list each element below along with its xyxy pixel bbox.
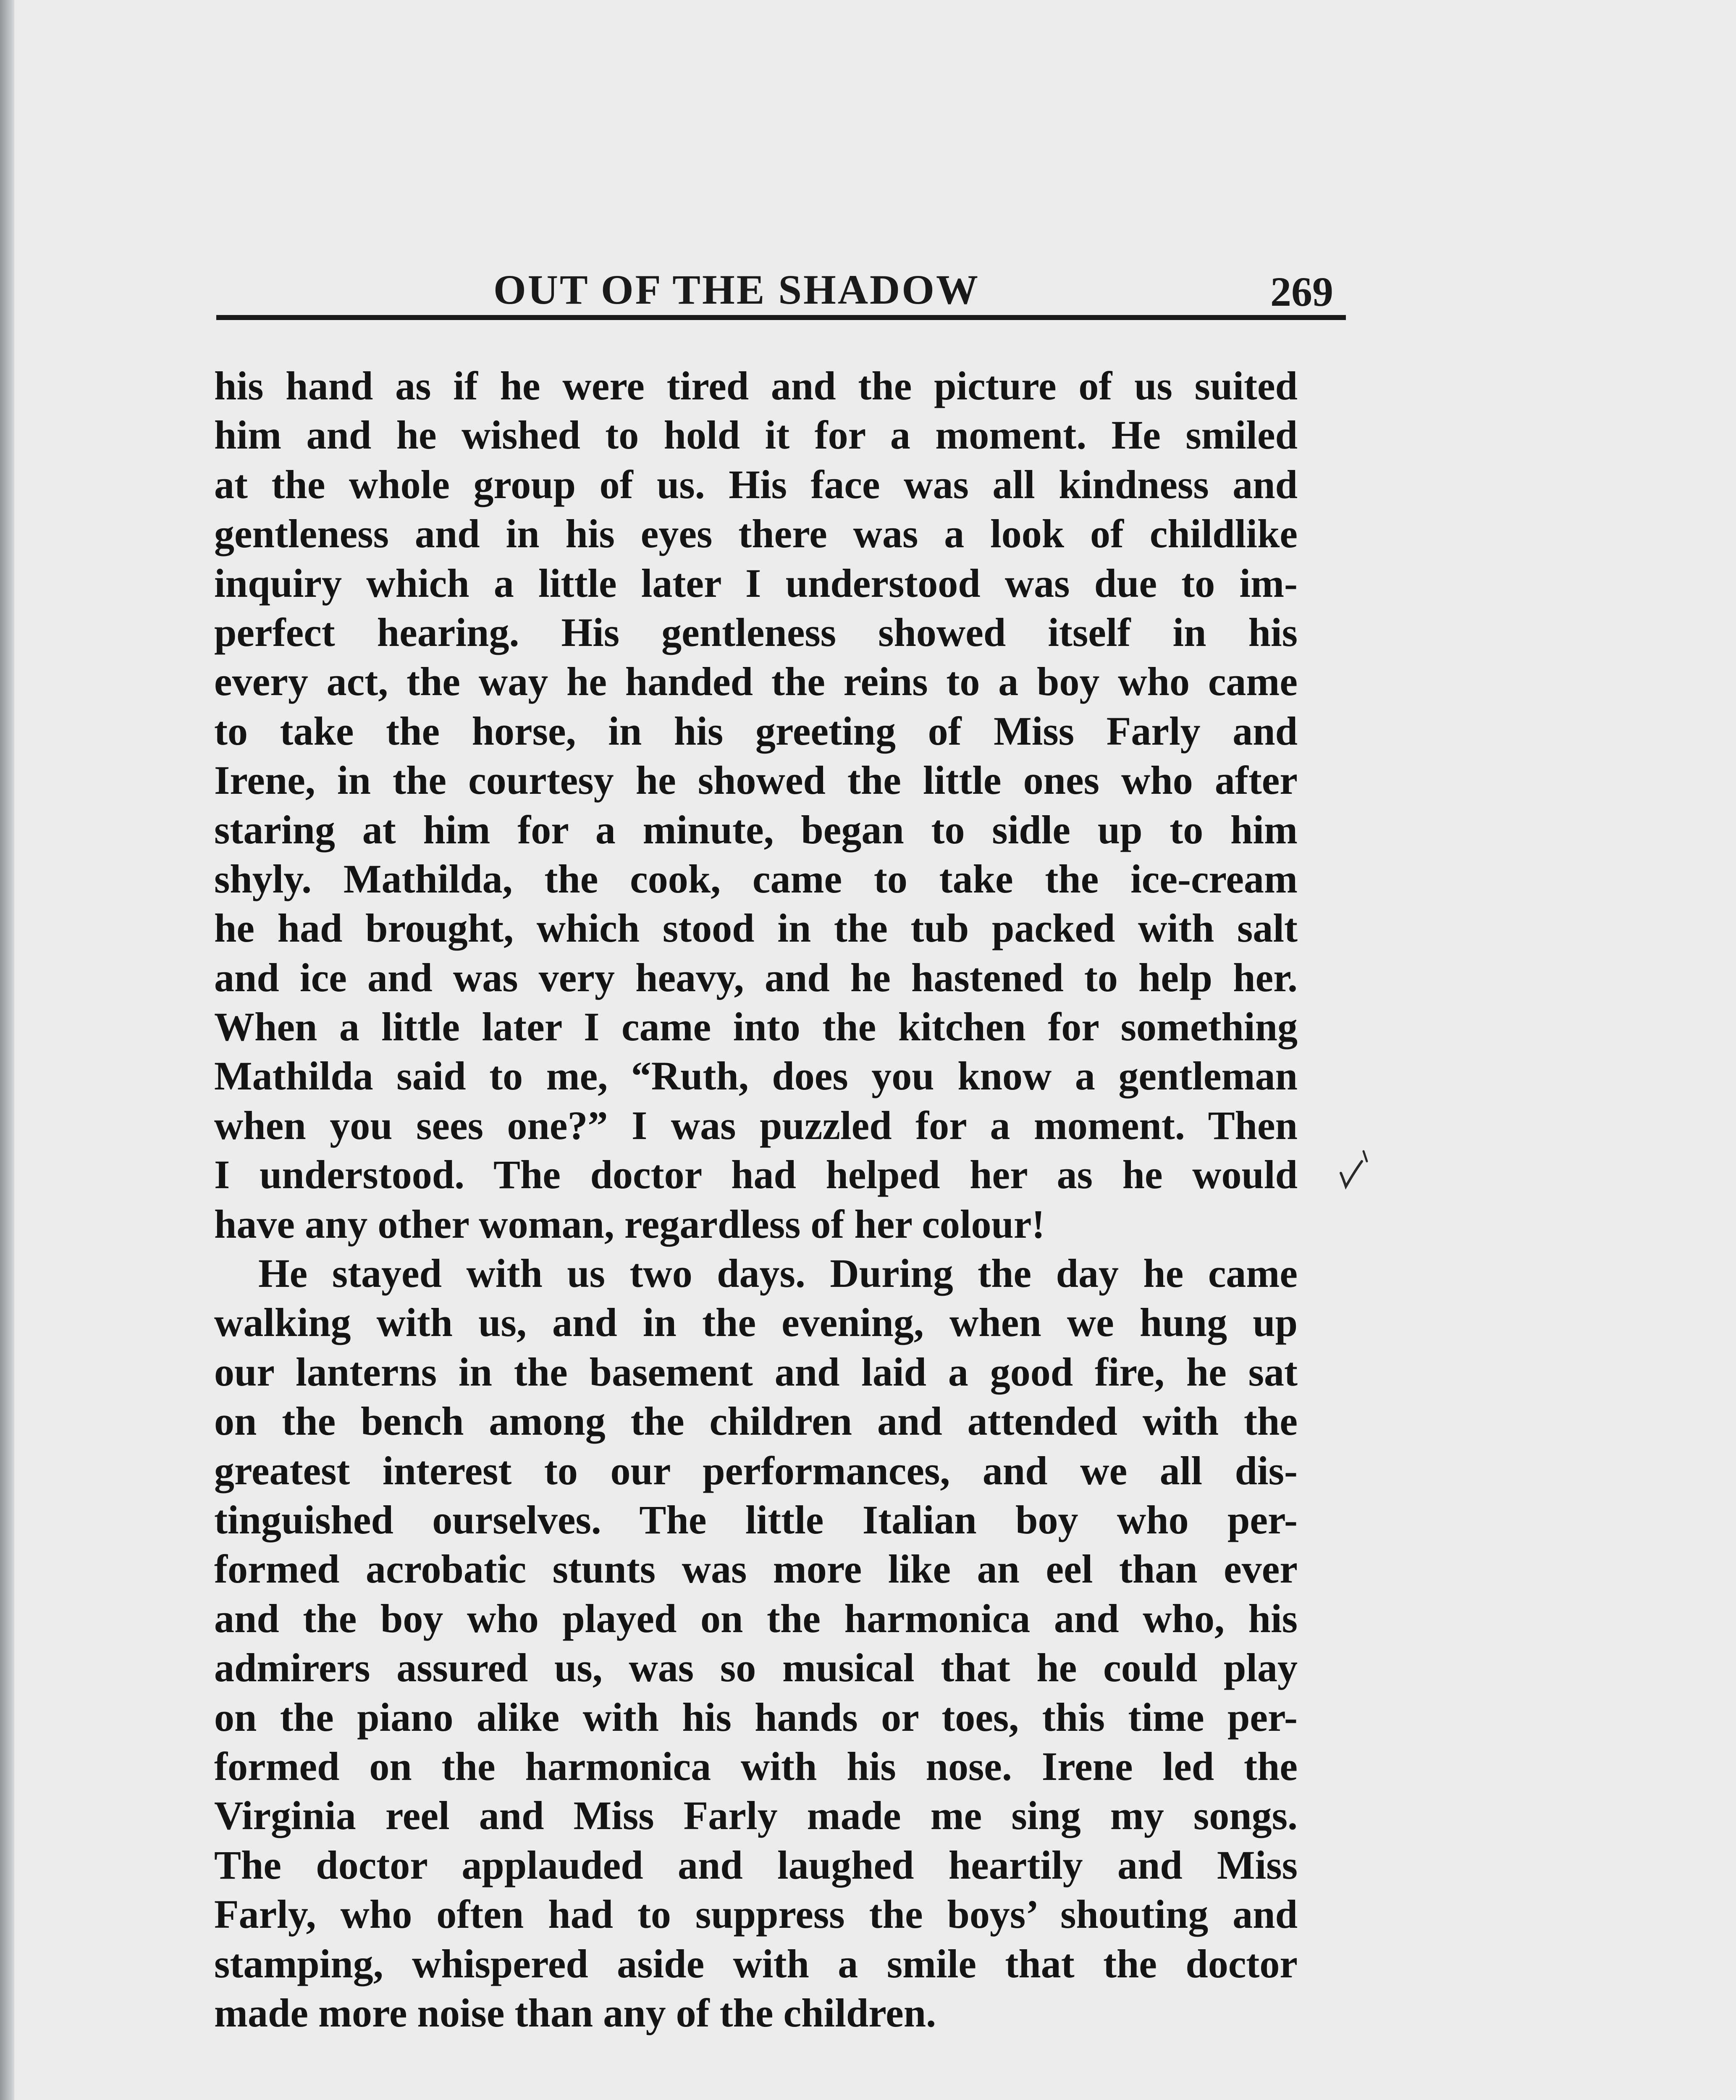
text-line: staring at him for a minute, began to sidle up to him	[214, 807, 1298, 852]
running-head	[216, 260, 1350, 323]
text-line: made more noise than any of the children.	[214, 1990, 936, 2035]
text-line: every act, the way he handed the reins to a boy who came	[214, 659, 1298, 704]
body-text	[214, 361, 1298, 2037]
text-line: When a little later I came into the kitchen for something	[214, 1004, 1298, 1050]
paragraph-first-line: He stayed with us two days. During the day he came	[258, 1251, 1298, 1296]
text-line: greatest interest to our performances, and we all dis-	[214, 1448, 1298, 1493]
text-line: and ice and was very heavy, and he hastened to help her.	[214, 955, 1298, 1000]
text-line: when you sees one?” I was puzzled for a moment. Then	[214, 1102, 1298, 1148]
running-title: OUT OF THE SHADOW	[493, 266, 980, 313]
text-line: our lanterns in the basement and laid a good fire, he sat	[214, 1349, 1298, 1394]
text-line: I understood. The doctor had helped her as he would	[214, 1152, 1298, 1197]
text-line: on the bench among the children and attended with the	[214, 1399, 1298, 1444]
text-line: admirers assured us, was so musical that he could play	[214, 1645, 1298, 1690]
text-line: formed on the harmonica with his nose. Irene led the	[214, 1743, 1298, 1789]
text-line: gentleness and in his eyes there was a look of childlike	[214, 511, 1298, 556]
text-line: him and he wished to hold it for a moment. He smiled	[214, 412, 1298, 458]
text-line: have any other woman, regardless of her colour!	[214, 1201, 1045, 1247]
text-line: Irene, in the courtesy he showed the little ones who after	[214, 758, 1298, 803]
text-line: at the whole group of us. His face was all kindness and	[214, 462, 1298, 507]
pencil-checkmark-icon	[1337, 1149, 1375, 1195]
text-line: stamping, whispered aside with a smile that the doctor	[214, 1941, 1298, 1986]
text-line: to take the horse, in his greeting of Miss Farly and	[214, 708, 1298, 753]
text-line: inquiry which a little later I understood was due to im-	[214, 560, 1298, 606]
text-line: Virginia reel and Miss Farly made me sing my songs.	[214, 1793, 1298, 1838]
text-line: formed acrobatic stunts was more like an eel than ever	[214, 1546, 1298, 1592]
text-line: Farly, who often had to suppress the boys’ shouting and	[214, 1892, 1298, 1937]
text-line: walking with us, and in the evening, when we hung up	[214, 1300, 1298, 1345]
text-line: his hand as if he were tired and the picture of us suited	[214, 363, 1298, 408]
text-line: Mathilda said to me, “Ruth, does you know a gentleman	[214, 1053, 1298, 1099]
text-line: and the boy who played on the harmonica and who, his	[214, 1596, 1298, 1641]
page-number: 269	[1270, 268, 1333, 315]
text-line: The doctor applauded and laughed heartily and Miss	[214, 1842, 1298, 1887]
page-edge-shadow	[0, 0, 14, 2100]
text-line: shyly. Mathilda, the cook, came to take the ice-cream	[214, 856, 1298, 901]
text-line: perfect hearing. His gentleness showed itself in his	[214, 609, 1298, 655]
text-line: tinguished ourselves. The little Italian boy who per-	[214, 1497, 1298, 1542]
text-line: on the piano alike with his hands or toes, this time per-	[214, 1694, 1298, 1740]
text-line: he had brought, which stood in the tub packed with salt	[214, 906, 1298, 951]
header-rule	[216, 315, 1346, 320]
